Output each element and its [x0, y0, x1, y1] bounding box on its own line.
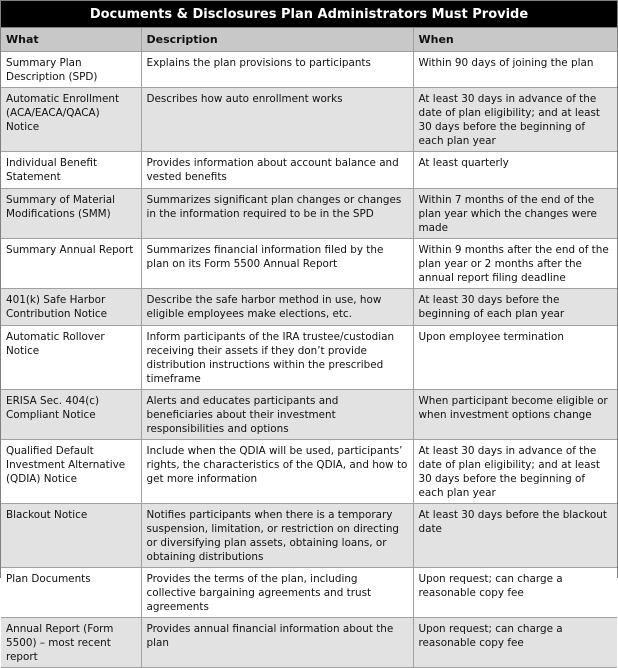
cell-description: Summarizes significant plan changes or changes in the information required to be in the SPD [141, 189, 413, 239]
disclosures-table [1, 28, 617, 668]
cell-description: Notifies participants when there is a temporary suspension, limitation, or restriction on directing or diversifying plan assets, obtaining loans, or obtaining distributions [141, 504, 413, 568]
cell-what: Automatic Rollover Notice [1, 326, 141, 390]
cell-when: At least 30 days before the beginning of each plan year [413, 289, 617, 326]
cell-what: Qualified Default Investment Alternative (QDIA) Notice [1, 440, 141, 504]
cell-description: Alerts and educates participants and beneficiaries about their investment responsibilities and options [141, 390, 413, 440]
cell-description: Describes how auto enrollment works [141, 88, 413, 152]
cell-description: Provides the terms of the plan, including collective bargaining agreements and trust agreements [141, 568, 413, 618]
table-row [1, 289, 617, 326]
cell-description: Explains the plan provisions to participants [141, 52, 413, 88]
cell-when: At least 30 days before the blackout date [413, 504, 617, 568]
header-what: What [1, 28, 141, 52]
cell-when: At least quarterly [413, 152, 617, 189]
cell-what: Blackout Notice [1, 504, 141, 568]
cell-description: Provides annual financial information about the plan [141, 618, 413, 668]
table-title: Documents & Disclosures Plan Administrators Must Provide [1, 1, 617, 28]
table-row [1, 189, 617, 239]
cell-when: Within 90 days of joining the plan [413, 52, 617, 88]
table-row [1, 152, 617, 189]
cell-what: ERISA Sec. 404(c) Compliant Notice [1, 390, 141, 440]
cell-description: Summarizes financial information filed by the plan on its Form 5500 Annual Report [141, 239, 413, 289]
cell-when: At least 30 days in advance of the date of plan eligibility; and at least 30 days before the beginning of each plan year [413, 88, 617, 152]
cell-when: At least 30 days in advance of the date of plan eligibility; and at least 30 days before the beginning of each plan year [413, 440, 617, 504]
cell-what: Automatic Enrollment (ACA/EACA/QACA) Notice [1, 88, 141, 152]
cell-description: Provides information about account balance and vested benefits [141, 152, 413, 189]
table-row [1, 88, 617, 152]
table-row [1, 618, 617, 668]
cell-what: Summary Annual Report [1, 239, 141, 289]
table-row [1, 440, 617, 504]
cell-what: Annual Report (Form 5500) – most recent report [1, 618, 141, 668]
cell-what: Individual Benefit Statement [1, 152, 141, 189]
cell-description: Inform participants of the IRA trustee/custodian receiving their assets if they don’t provide distribution instructions within the prescribed timeframe [141, 326, 413, 390]
cell-when: When participant become eligible or when investment options change [413, 390, 617, 440]
table-row [1, 504, 617, 568]
table-row [1, 239, 617, 289]
cell-what: Plan Documents [1, 568, 141, 618]
cell-what: 401(k) Safe Harbor Contribution Notice [1, 289, 141, 326]
cell-when: Within 7 months of the end of the plan year which the changes were made [413, 189, 617, 239]
table-row [1, 326, 617, 390]
cell-when: Upon employee termination [413, 326, 617, 390]
table-row [1, 52, 617, 88]
header-description: Description [141, 28, 413, 52]
header-when: When [413, 28, 617, 52]
cell-when: Within 9 months after the end of the plan year or 2 months after the annual report filing deadline [413, 239, 617, 289]
cell-what: Summary Plan Description (SPD) [1, 52, 141, 88]
table-row [1, 390, 617, 440]
cell-description: Describe the safe harbor method in use, how eligible employees make elections, etc. [141, 289, 413, 326]
cell-when: Upon request; can charge a reasonable copy fee [413, 618, 617, 668]
table-row [1, 568, 617, 618]
cell-description: Include when the QDIA will be used, participants’ rights, the characteristics of the QDIA, and how to get more information [141, 440, 413, 504]
header-row [1, 28, 617, 52]
cell-what: Summary of Material Modifications (SMM) [1, 189, 141, 239]
cell-when: Upon request; can charge a reasonable copy fee [413, 568, 617, 618]
